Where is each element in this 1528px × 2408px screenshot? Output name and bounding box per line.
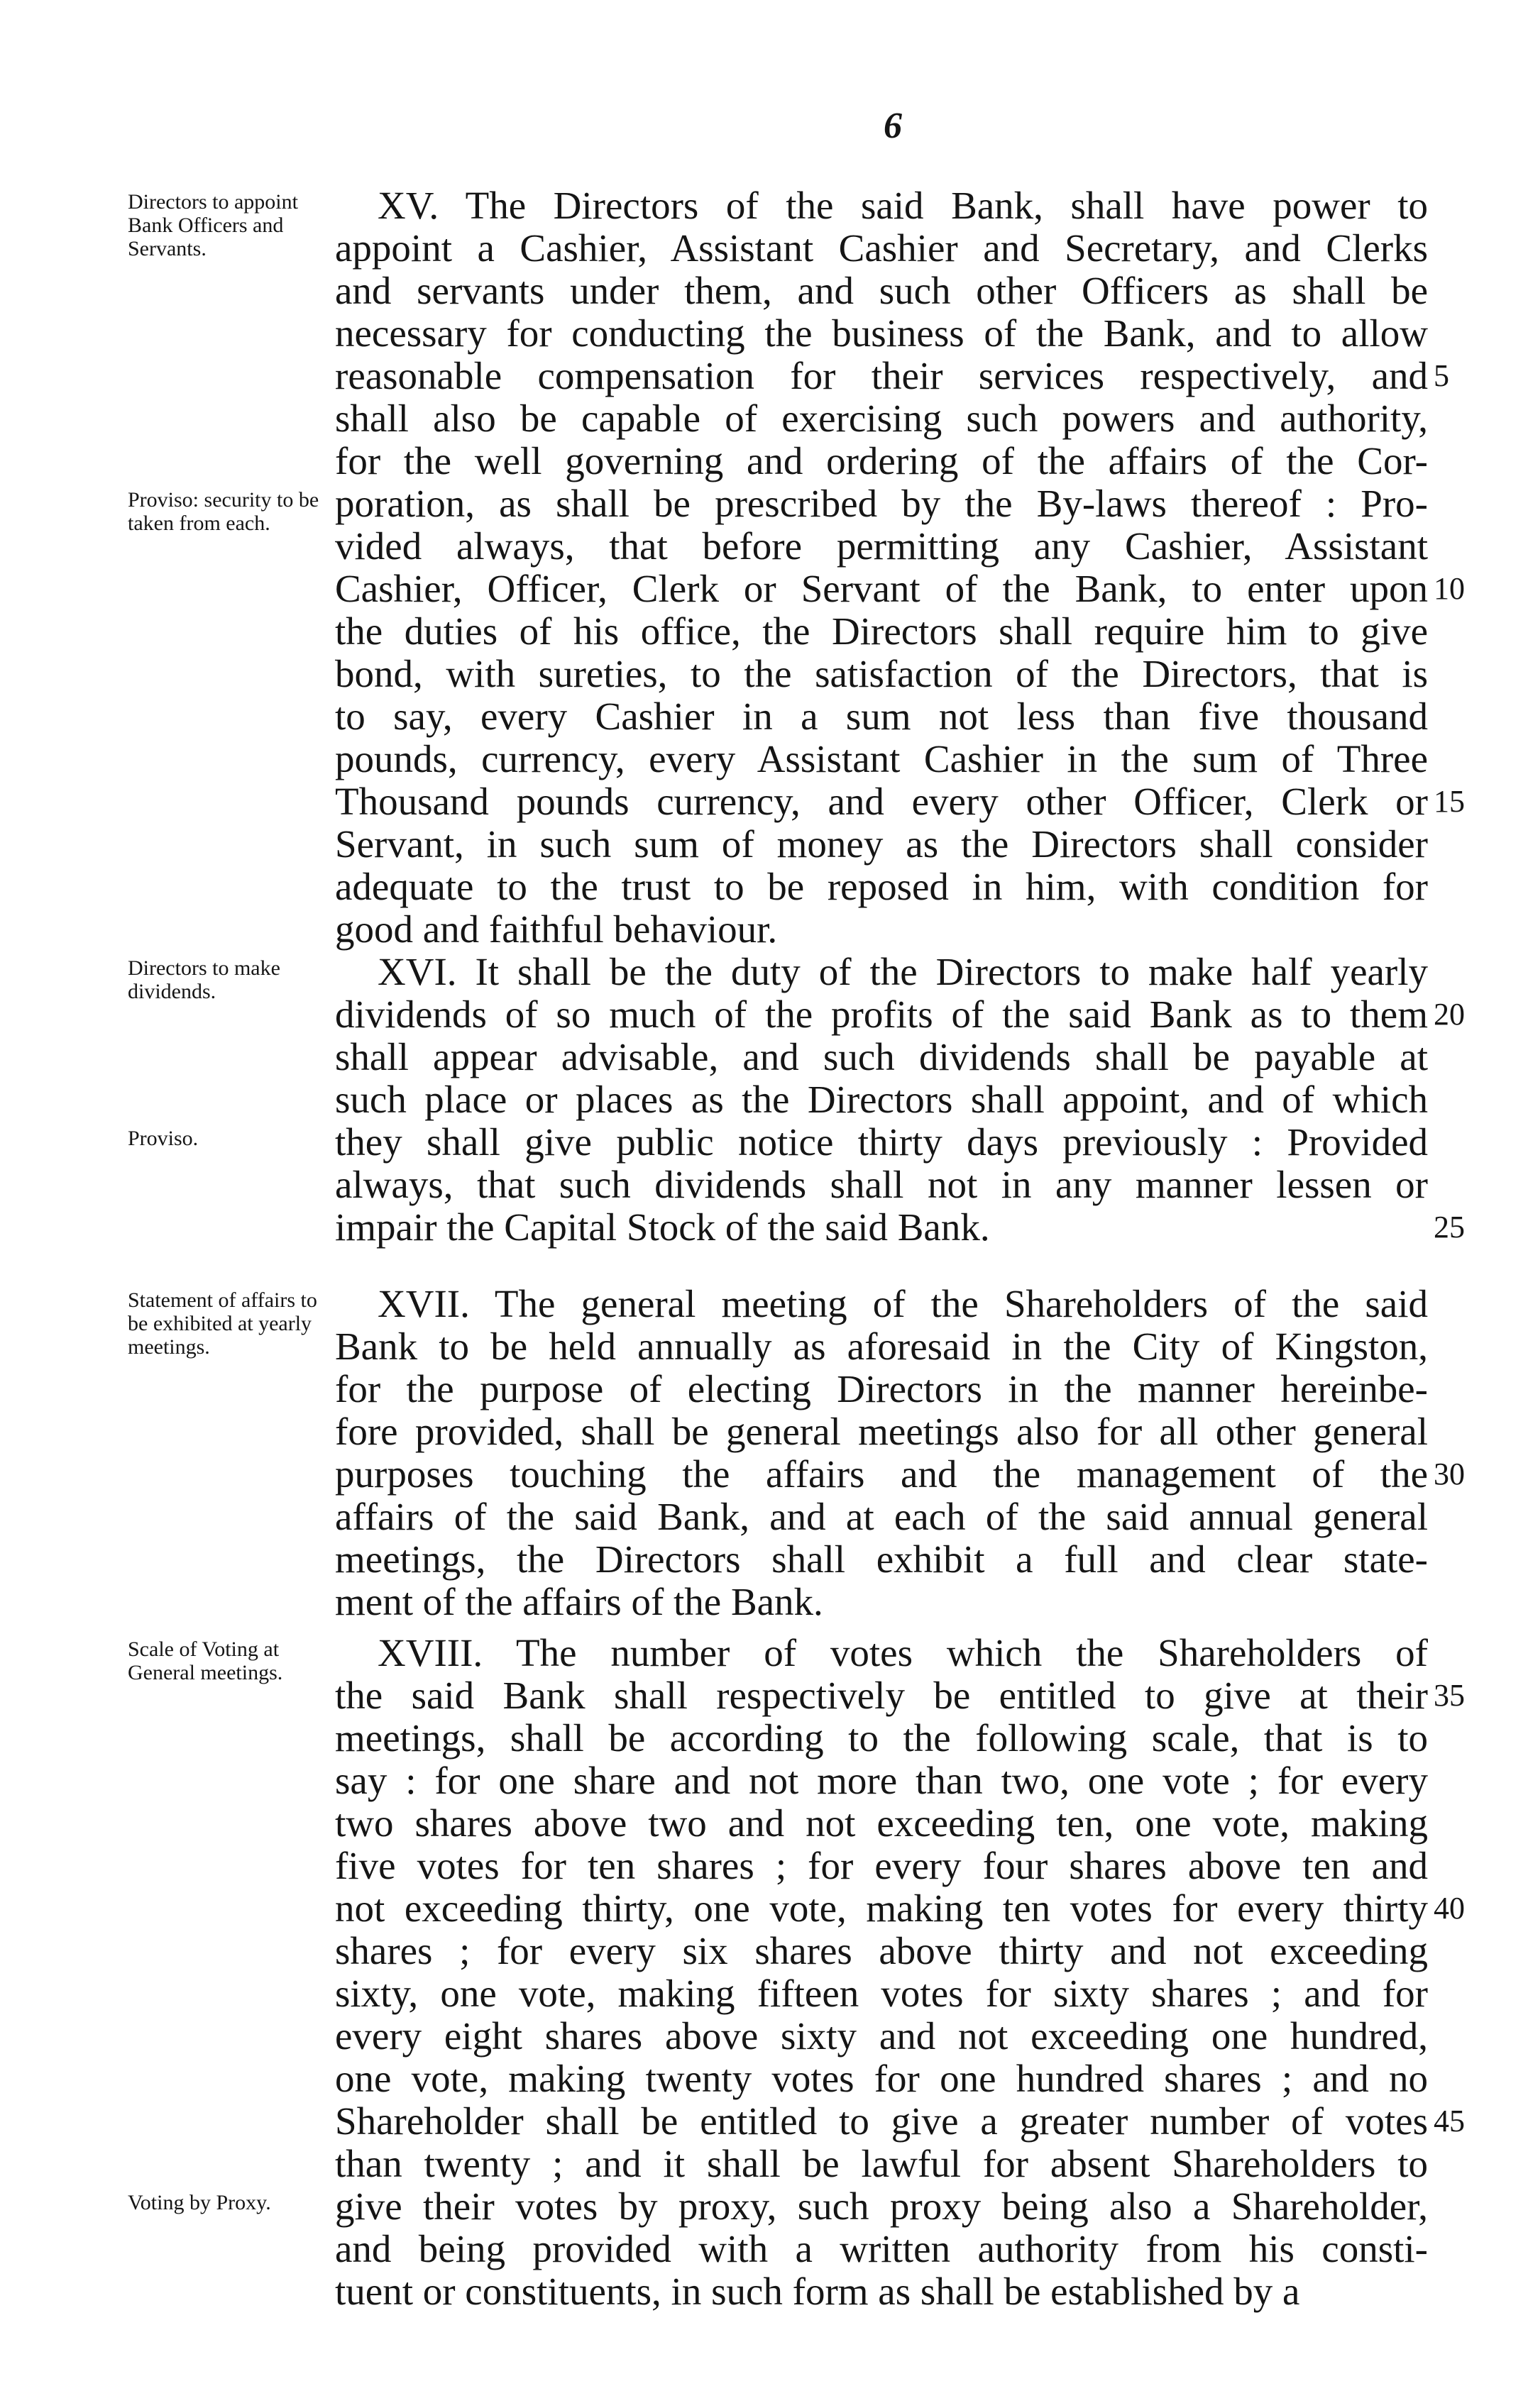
body-line: tuent or constituents, in such form as shall be established by a (335, 2270, 1300, 2313)
body-line: vided always, that before permitting any Cashier, Assistant (335, 524, 1428, 568)
body-line: give their votes by proxy, such proxy being also a Shareholder, (335, 2185, 1428, 2228)
body-line: necessary for conducting the business of the Bank, and to allow (335, 311, 1428, 355)
margin-note: Scale of Voting at General meetings. (128, 1637, 283, 1684)
body-line: Bank to be held annually as aforesaid in the City of Kingston, (335, 1325, 1428, 1368)
body-line: the said Bank shall respectively be entitled to give at their (335, 1674, 1428, 1717)
body-line: XV. The Directors of the said Bank, shall have power to (378, 184, 1428, 227)
body-line: two shares above two and not exceeding ten, one vote, making (335, 1801, 1428, 1845)
body-line: Shareholder shall be entitled to give a greater number of votes (335, 2099, 1428, 2143)
body-line: shares ; for every six shares above thirty and not exceeding (335, 1929, 1428, 1972)
line-number: 5 (1434, 358, 1449, 393)
body-line: for the purpose of electing Directors in the manner hereinbe- (335, 1367, 1428, 1410)
line-number: 30 (1434, 1457, 1465, 1491)
margin-note: Proviso: security to be taken from each. (128, 488, 319, 535)
body-line: every eight shares above sixty and not exceeding one hundred, (335, 2014, 1428, 2058)
body-line: one vote, making twenty votes for one hundred shares ; and no (335, 2057, 1428, 2100)
body-line: dividends of so much of the profits of the said Bank as to them (335, 993, 1428, 1036)
margin-note: Statement of affairs to be exhibited at yearly meetings. (128, 1288, 317, 1359)
body-line: pounds, currency, every Assistant Cashier in the sum of Three (335, 737, 1428, 780)
body-line: XVIII. The number of votes which the Shareholders of (378, 1631, 1428, 1674)
line-number: 35 (1434, 1678, 1465, 1713)
body-line: adequate to the trust to be reposed in him, with condition for (335, 865, 1428, 908)
body-line: not exceeding thirty, one vote, making ten votes for every thirty (335, 1887, 1428, 1930)
body-line: XVI. It shall be the duty of the Directors to make half yearly (378, 950, 1428, 993)
body-line: they shall give public notice thirty days previously : Provided (335, 1120, 1428, 1164)
body-line: Cashier, Officer, Clerk or Servant of the Bank, to enter upon (335, 567, 1428, 610)
body-line: poration, as shall be prescribed by the By-laws thereof : Pro- (335, 482, 1428, 525)
body-line: fore provided, shall be general meetings also for all other general (335, 1410, 1428, 1453)
body-line: and servants under them, and such other Officers as shall be (335, 269, 1428, 312)
margin-note: Proviso. (128, 1127, 199, 1150)
body-line: Servant, in such sum of money as the Directors shall consider (335, 822, 1428, 866)
body-line: five votes for ten shares ; for every four shares above ten and (335, 1844, 1428, 1887)
margin-note: Directors to make dividends. (128, 956, 280, 1003)
line-number: 15 (1434, 784, 1465, 819)
body-line: sixty, one vote, making fifteen votes for sixty shares ; and for (335, 1972, 1428, 2015)
body-line: shall also be capable of exercising such powers and authority, (335, 397, 1428, 440)
body-line: reasonable compensation for their services respectively, and (335, 354, 1428, 397)
body-line: purposes touching the affairs and the management of the (335, 1452, 1428, 1496)
body-line: Thousand pounds currency, and every other Officer, Clerk or (335, 780, 1428, 823)
body-line: shall appear advisable, and such dividends shall be payable at (335, 1035, 1428, 1078)
margin-note: Directors to appoint Bank Officers and Servants. (128, 190, 298, 260)
margin-note: Voting by Proxy. (128, 2191, 271, 2214)
body-line: such place or places as the Directors shall appoint, and of which (335, 1078, 1428, 1121)
body-line: bond, with sureties, to the satisfaction of the Directors, that is (335, 652, 1428, 695)
body-line: say : for one share and not more than two, one vote ; for every (335, 1759, 1428, 1802)
body-line: for the well governing and ordering of the affairs of the Cor- (335, 439, 1428, 482)
body-line: always, that such dividends shall not in any manner lessen or (335, 1163, 1428, 1206)
body-line: meetings, shall be according to the following scale, that is to (335, 1716, 1428, 1760)
body-line: ment of the affairs of the Bank. (335, 1580, 823, 1623)
body-line: impair the Capital Stock of the said Bank. (335, 1205, 990, 1249)
body-line: appoint a Cashier, Assistant Cashier and Secretary, and Clerks (335, 226, 1428, 270)
body-line: XVII. The general meeting of the Shareholders of the said (378, 1282, 1428, 1325)
line-number: 10 (1434, 571, 1465, 606)
body-line: to say, every Cashier in a sum not less than five thousand (335, 695, 1428, 738)
body-line: affairs of the said Bank, and at each of the said annual general (335, 1495, 1428, 1538)
body-line: meetings, the Directors shall exhibit a full and clear state- (335, 1537, 1428, 1581)
body-line: than twenty ; and it shall be lawful for absent Shareholders to (335, 2142, 1428, 2185)
body-line: good and faithful behaviour. (335, 907, 778, 951)
line-number: 25 (1434, 1210, 1465, 1244)
page-number: 6 (884, 106, 902, 146)
body-line: the duties of his office, the Directors shall require him to give (335, 609, 1428, 653)
body-line: and being provided with a written authority from his consti- (335, 2227, 1428, 2270)
line-number: 45 (1434, 2104, 1465, 2138)
line-number: 40 (1434, 1891, 1465, 1926)
line-number: 20 (1434, 997, 1465, 1032)
